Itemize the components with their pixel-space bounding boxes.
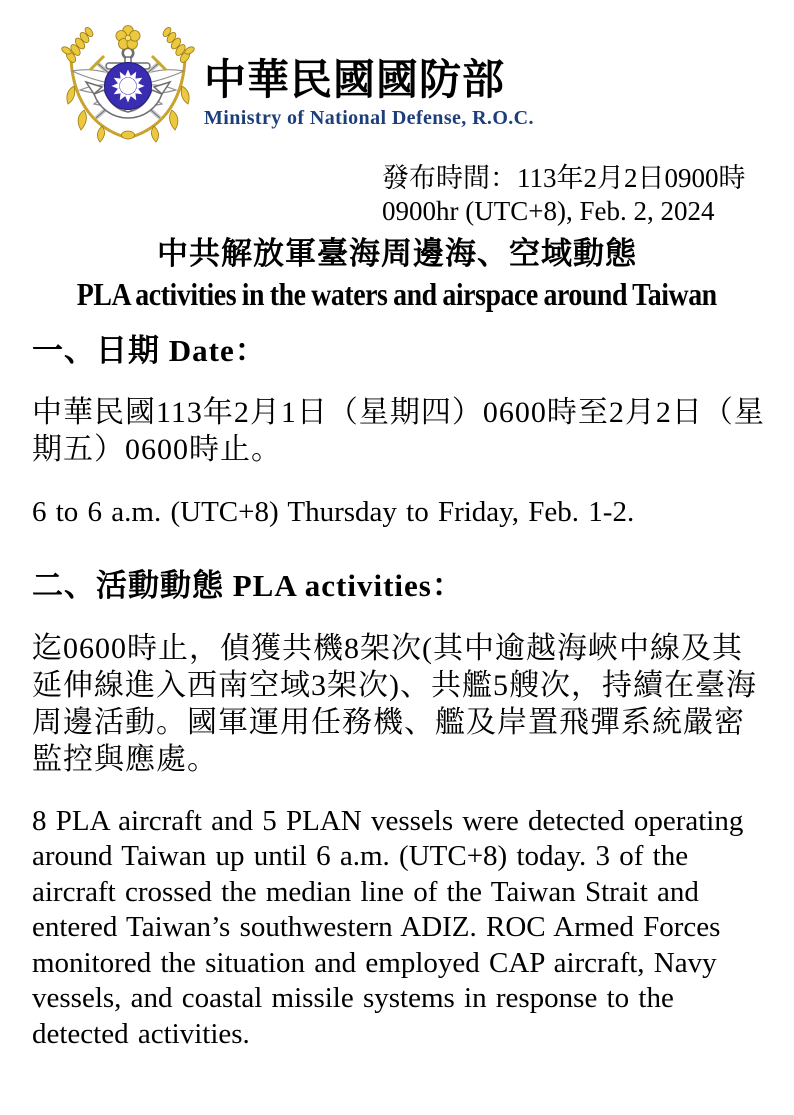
activities-paragraph-english: 8 PLA aircraft and 5 PLAN vessels were detected operating around Taiwan up until 6 a.m. (UTC+8) today. 3 of the aircraft crossed the median line of the Taiwan Strait and entered Taiwan’s southwestern ADIZ. ROC Armed Forces monitored the situation and employed CAP aircraft, Navy vessels, and coastal missile systems in response to the detected activities. [32, 804, 744, 1050]
ministry-title-block [204, 56, 534, 130]
white-sun-disc [105, 63, 152, 110]
ministry-name-english: Ministry of National Defense, R.O.C. [204, 107, 534, 129]
publish-time-english: 0900hr (UTC+8), Feb. 2, 2024 [382, 196, 715, 226]
plum-blossom [116, 26, 140, 50]
date-paragraph-chinese: 中華民國113年2月1日（星期四）0600時至2月2日（星期五）0600時止。 [32, 396, 765, 466]
mnd-roc-emblem-icon [54, 18, 202, 144]
section-date-heading: 一、日期 Date： [32, 333, 267, 368]
report-title-english-text: PLA activities in the waters and airspace around Taiwan [77, 276, 717, 312]
section-activities-heading: 二、活動動態 PLA activities： [32, 567, 464, 603]
publish-time-chinese: 發布時間：113年2月2日0900時 [382, 163, 746, 193]
publish-time-block [382, 162, 794, 228]
section-activities [0, 567, 794, 1053]
document-header [0, 0, 794, 152]
date-paragraph-english: 6 to 6 a.m. (UTC+8) Thursday to Friday, Feb. 1-2. [32, 496, 635, 528]
section-date [0, 332, 794, 531]
report-title-chinese: 中共解放軍臺海周邊海、空域動態 [157, 236, 637, 271]
ministry-name-chinese: 中華民國國防部 [204, 58, 506, 104]
report-title-english [0, 274, 794, 314]
activities-paragraph-chinese: 迄0600時止，偵獲共機8架次(其中逾越海峽中線及其延伸線進入西南空域3架次)、共艦5艘次，持續在臺海周邊活動。國軍運用任務機、艦及岸置飛彈系統嚴密監控與應處。 [32, 631, 757, 776]
